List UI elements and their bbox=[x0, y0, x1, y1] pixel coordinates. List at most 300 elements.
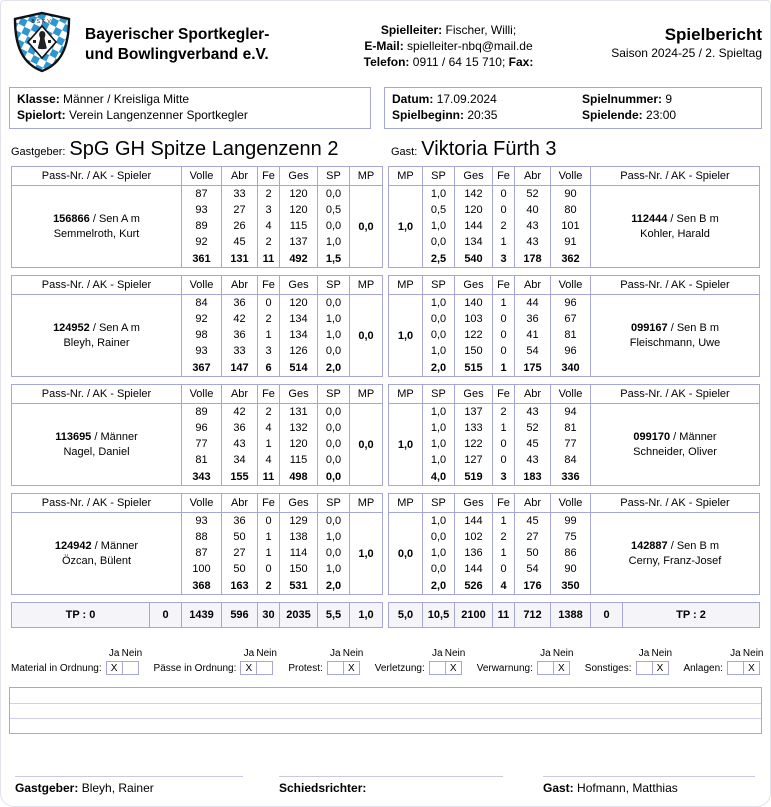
date-time-box bbox=[384, 87, 762, 129]
col-header-mp: MP bbox=[350, 167, 382, 186]
cell-mp: 0,0 bbox=[358, 220, 374, 233]
ja-checkbox bbox=[429, 661, 446, 675]
player-info bbox=[591, 295, 759, 376]
fax-label: Fax: bbox=[508, 54, 534, 69]
cell-ges: 115 bbox=[280, 218, 318, 234]
spielbeginn-line bbox=[392, 107, 582, 123]
signature-home-name: Bleyh, Rainer bbox=[81, 781, 154, 795]
cell-mp: 1,0 bbox=[358, 547, 374, 560]
cell-abr: 41 bbox=[515, 327, 551, 343]
cell-volle: 92 bbox=[182, 311, 222, 327]
cell-ges: 134 bbox=[455, 234, 493, 250]
cell-abr: 36 bbox=[222, 420, 258, 436]
cell-volle: 94 bbox=[551, 404, 591, 420]
col-header-mp: MP bbox=[389, 385, 423, 404]
ja-nein-labels bbox=[240, 648, 277, 659]
col-header-volle: Volle bbox=[182, 276, 222, 295]
cell-abr: 43 bbox=[515, 452, 551, 468]
nein-checkbox bbox=[256, 661, 273, 675]
total-abr: 147 bbox=[222, 359, 258, 376]
cell-abr: 36 bbox=[515, 311, 551, 327]
home-tables bbox=[11, 166, 383, 595]
cell-sp: 1,0 bbox=[318, 311, 350, 327]
cell-abr: 52 bbox=[515, 420, 551, 436]
guest-player-table bbox=[388, 384, 760, 486]
home-player-table bbox=[11, 166, 383, 268]
check-boxes bbox=[240, 661, 273, 675]
check-row bbox=[11, 661, 139, 675]
page-title: Spielbericht bbox=[664, 25, 762, 44]
cell-ges: 138 bbox=[280, 529, 318, 545]
date-column bbox=[392, 91, 582, 125]
cell-sp: 0,0 bbox=[318, 513, 350, 529]
cell-fe: 2 bbox=[493, 404, 515, 420]
cell-ges: 137 bbox=[455, 404, 493, 420]
cell-volle: 93 bbox=[182, 202, 222, 218]
comments-box bbox=[9, 687, 762, 734]
check-boxes bbox=[636, 661, 669, 675]
cell-volle: 81 bbox=[551, 420, 591, 436]
ja-label: Ja bbox=[431, 648, 443, 659]
col-header-mp: MP bbox=[389, 276, 423, 295]
col-header-volle: Volle bbox=[551, 276, 591, 295]
cell-sp: 0,0 bbox=[318, 343, 350, 359]
col-header-spieler: Pass-Nr. / AK - Spieler bbox=[12, 385, 182, 404]
cell-fe: 4 bbox=[258, 218, 280, 234]
check-label: Verletzung: bbox=[374, 662, 425, 674]
check-item bbox=[584, 648, 673, 675]
cell-fe: 0 bbox=[258, 561, 280, 577]
spielende-line bbox=[582, 107, 676, 123]
col-header-fe: Fe bbox=[493, 276, 515, 295]
player-name: Özcan, Bülent bbox=[61, 554, 132, 567]
spielleiter-label: Spielleiter: bbox=[380, 23, 443, 37]
email-line bbox=[335, 39, 562, 55]
cell-abr: 27 bbox=[222, 202, 258, 218]
cell-fe: 2 bbox=[258, 311, 280, 327]
col-header-ges: Ges bbox=[455, 385, 493, 404]
cell-volle: 101 bbox=[551, 218, 591, 234]
total-abr: 178 bbox=[515, 250, 551, 267]
player-pass-line bbox=[631, 321, 719, 336]
total-abr: 163 bbox=[222, 577, 258, 594]
ja-nein-labels bbox=[537, 648, 574, 659]
cell-ges: 120 bbox=[280, 202, 318, 218]
player-pass-line bbox=[53, 321, 140, 336]
col-header-mp: MP bbox=[389, 167, 423, 186]
cell-volle: 81 bbox=[551, 327, 591, 343]
cell-volle: 89 bbox=[182, 218, 222, 234]
cell-sp: 1,0 bbox=[318, 529, 350, 545]
total-fe: 1 bbox=[493, 359, 515, 376]
player-name: Kohler, Harald bbox=[640, 227, 710, 240]
cell-mp: 1,0 bbox=[389, 295, 423, 376]
ja-checkbox bbox=[327, 661, 344, 675]
cell-volle: 80 bbox=[551, 202, 591, 218]
cell-fe: 2 bbox=[258, 186, 280, 202]
spielort-line bbox=[17, 107, 363, 123]
cell-ges: 120 bbox=[280, 186, 318, 202]
home-total-ges: 2035 bbox=[280, 603, 318, 627]
cell-sp: 0,0 bbox=[318, 436, 350, 452]
total-abr: 131 bbox=[222, 250, 258, 267]
home-player-table bbox=[11, 493, 383, 595]
check-boxes bbox=[537, 661, 570, 675]
col-header-fe: Fe bbox=[258, 385, 280, 404]
total-sp: 0,0 bbox=[318, 468, 350, 485]
total-ges: 514 bbox=[280, 359, 318, 376]
cell-abr: 36 bbox=[222, 513, 258, 529]
cell-abr: 42 bbox=[222, 311, 258, 327]
nein-checkbox: X bbox=[553, 661, 570, 675]
cell-abr: 43 bbox=[222, 436, 258, 452]
home-total-sp: 5,5 bbox=[318, 603, 350, 627]
player-name: Nagel, Daniel bbox=[63, 445, 130, 458]
home-total-fe: 30 bbox=[258, 603, 280, 627]
cell-ges: 137 bbox=[280, 234, 318, 250]
guest-player-table bbox=[388, 275, 760, 377]
spielende-value: 23:00 bbox=[646, 108, 677, 122]
nein-checkbox: X bbox=[652, 661, 669, 675]
home-team-totals bbox=[11, 602, 383, 628]
cell-fe: 1 bbox=[258, 327, 280, 343]
cell-mp: 0,0 bbox=[358, 329, 374, 342]
cell-volle: 81 bbox=[182, 452, 222, 468]
cell-ges: 131 bbox=[280, 404, 318, 420]
cell-volle: 96 bbox=[182, 420, 222, 436]
check-row bbox=[477, 661, 570, 675]
guest-team-totals bbox=[388, 602, 760, 628]
datum-value: 17.09.2024 bbox=[436, 92, 497, 106]
cell-sp: 1,0 bbox=[423, 295, 455, 311]
player-pass: 113695 bbox=[55, 430, 92, 443]
col-header-abr: Abr bbox=[222, 494, 258, 513]
cell-volle: 96 bbox=[551, 343, 591, 359]
spielleiter-value: Fischer, Willi; bbox=[445, 23, 517, 37]
total-fe: 6 bbox=[258, 359, 280, 376]
ja-label: Ja bbox=[730, 648, 741, 659]
col-header-ges: Ges bbox=[280, 385, 318, 404]
total-ges: 531 bbox=[280, 577, 318, 594]
player-ak: / Sen B m bbox=[667, 539, 720, 552]
cell-abr: 45 bbox=[222, 234, 258, 250]
title-block bbox=[562, 9, 762, 60]
cell-abr: 42 bbox=[222, 404, 258, 420]
player-pass: 124952 bbox=[53, 321, 90, 334]
cell-sp: 1,0 bbox=[423, 218, 455, 234]
check-label: Anlagen: bbox=[683, 662, 723, 674]
player-ak: / Sen B m bbox=[667, 321, 720, 334]
player-ak: / Sen A m bbox=[89, 212, 140, 225]
col-header-volle: Volle bbox=[182, 385, 222, 404]
cell-sp: 0,0 bbox=[318, 420, 350, 436]
signature-guest bbox=[543, 776, 755, 795]
cell-sp: 0,0 bbox=[423, 529, 455, 545]
cell-abr: 34 bbox=[222, 452, 258, 468]
col-header-sp: SP bbox=[318, 385, 350, 404]
telefon-line bbox=[335, 55, 562, 71]
player-name: Cerny, Franz-Josef bbox=[628, 554, 722, 567]
cell-volle: 67 bbox=[551, 311, 591, 327]
col-header-abr: Abr bbox=[515, 167, 551, 186]
guest-player-table bbox=[388, 166, 760, 268]
cell-sp: 0,0 bbox=[318, 404, 350, 420]
check-row bbox=[154, 661, 274, 675]
cell-sp: 0,5 bbox=[318, 202, 350, 218]
cell-ges: 134 bbox=[280, 327, 318, 343]
cell-sp: 0,0 bbox=[318, 452, 350, 468]
cell-sp: 1,0 bbox=[423, 404, 455, 420]
spielnummer-value: 9 bbox=[665, 92, 673, 106]
player-info bbox=[12, 186, 182, 267]
cell-fe: 2 bbox=[258, 234, 280, 250]
cell-volle: 91 bbox=[551, 234, 591, 250]
col-header-mp: MP bbox=[350, 385, 382, 404]
cell-volle: 96 bbox=[551, 295, 591, 311]
comment-line bbox=[10, 688, 761, 703]
home-team bbox=[11, 136, 391, 162]
col-header-volle: Volle bbox=[182, 167, 222, 186]
cell-volle: 99 bbox=[551, 513, 591, 529]
ja-nein-labels bbox=[106, 648, 143, 659]
spielbeginn-label: Spielbeginn: bbox=[392, 108, 464, 122]
col-header-fe: Fe bbox=[258, 276, 280, 295]
signature-referee bbox=[279, 776, 503, 795]
cell-abr: 54 bbox=[515, 561, 551, 577]
player-name: Bleyh, Rainer bbox=[63, 336, 130, 349]
cell-abr: 44 bbox=[515, 295, 551, 311]
cell-abr: 33 bbox=[222, 186, 258, 202]
player-pass-line bbox=[631, 212, 718, 227]
cell-ges: 126 bbox=[280, 343, 318, 359]
player-pass: 156866 bbox=[53, 212, 90, 225]
check-item bbox=[476, 648, 574, 675]
col-header-volle: Volle bbox=[551, 494, 591, 513]
cell-volle: 93 bbox=[182, 343, 222, 359]
cell-volle: 90 bbox=[551, 561, 591, 577]
col-header-sp: SP bbox=[423, 276, 455, 295]
col-header-sp: SP bbox=[318, 167, 350, 186]
player-ak: / Sen A m bbox=[89, 321, 140, 334]
col-header-abr: Abr bbox=[515, 276, 551, 295]
col-header-sp: SP bbox=[423, 385, 455, 404]
total-abr: 176 bbox=[515, 577, 551, 594]
player-info bbox=[12, 295, 182, 376]
player-pass: 124942 bbox=[54, 539, 92, 552]
cell-volle: 77 bbox=[182, 436, 222, 452]
cell-fe: 0 bbox=[493, 311, 515, 327]
cell-fe: 1 bbox=[493, 420, 515, 436]
comment-line bbox=[10, 718, 761, 733]
cell-abr: 50 bbox=[515, 545, 551, 561]
cell-ges: 102 bbox=[455, 529, 493, 545]
cell-ges: 144 bbox=[455, 561, 493, 577]
spielbeginn-value: 20:35 bbox=[467, 108, 498, 122]
cell-ges: 103 bbox=[455, 311, 493, 327]
cell-mp: 1,0 bbox=[389, 404, 423, 485]
cell-abr: 45 bbox=[515, 436, 551, 452]
spielort-value: Verein Langenzenner Sportkegler bbox=[69, 108, 248, 122]
cell-abr: 43 bbox=[515, 404, 551, 420]
cell-mp: 0,0 bbox=[389, 513, 423, 594]
cell-volle: 75 bbox=[551, 529, 591, 545]
total-fe: 3 bbox=[493, 468, 515, 485]
total-volle: 361 bbox=[182, 250, 222, 267]
cell-ges: 144 bbox=[455, 218, 493, 234]
cell-volle: 89 bbox=[182, 404, 222, 420]
total-fe: 2 bbox=[258, 577, 280, 594]
player-pass-line bbox=[55, 539, 138, 554]
total-fe: 11 bbox=[258, 468, 280, 485]
home-total-volle: 1439 bbox=[182, 603, 222, 627]
signature-guest-label: Gast: bbox=[543, 781, 574, 795]
cell-sp: 1,0 bbox=[423, 186, 455, 202]
cell-ges: 150 bbox=[455, 343, 493, 359]
home-player-table bbox=[11, 384, 383, 486]
cell-sp: 0,0 bbox=[423, 327, 455, 343]
cell-abr: 26 bbox=[222, 218, 258, 234]
nein-label: Nein bbox=[651, 648, 673, 659]
cell-fe: 0 bbox=[493, 327, 515, 343]
col-header-mp: MP bbox=[350, 276, 382, 295]
check-boxes bbox=[106, 661, 139, 675]
check-label: Material in Ordnung: bbox=[11, 662, 102, 674]
page-subtitle: Saison 2024-25 / 2. Spieltag bbox=[611, 46, 762, 60]
cell-volle: 77 bbox=[551, 436, 591, 452]
nein-label: Nein bbox=[742, 648, 764, 659]
total-abr: 175 bbox=[515, 359, 551, 376]
cell-sp: 0,0 bbox=[423, 311, 455, 327]
home-team-name: SpG GH Spitze Langenzenn 2 bbox=[69, 138, 339, 160]
cell-ges: 122 bbox=[455, 327, 493, 343]
cell-ges: 127 bbox=[455, 452, 493, 468]
cell-ges: 150 bbox=[280, 561, 318, 577]
guest-total-sp: 10,5 bbox=[423, 603, 455, 627]
player-pass-line bbox=[55, 430, 138, 445]
home-total-extra: 0 bbox=[150, 603, 182, 627]
nein-checkbox bbox=[122, 661, 139, 675]
cell-fe: 2 bbox=[258, 404, 280, 420]
player-ak: / Männer bbox=[91, 539, 139, 552]
cell-volle: 93 bbox=[182, 513, 222, 529]
col-header-volle: Volle bbox=[182, 494, 222, 513]
col-header-spieler: Pass-Nr. / AK - Spieler bbox=[591, 494, 759, 513]
ja-label: Ja bbox=[540, 648, 551, 659]
col-header-volle: Volle bbox=[551, 385, 591, 404]
player-pass-line bbox=[633, 430, 716, 445]
check-item bbox=[153, 648, 277, 675]
player-name: Schneider, Oliver bbox=[633, 445, 717, 458]
cell-fe: 1 bbox=[258, 545, 280, 561]
report-header bbox=[9, 9, 762, 81]
cell-ges: 120 bbox=[455, 202, 493, 218]
email-value: spielleiter-nbq@mail.de bbox=[407, 38, 533, 53]
cell-fe: 1 bbox=[493, 513, 515, 529]
cell-abr: 54 bbox=[515, 343, 551, 359]
cell-fe: 3 bbox=[258, 343, 280, 359]
signatures-row bbox=[9, 776, 762, 795]
player-pass-line bbox=[53, 212, 140, 227]
ja-nein-labels bbox=[327, 648, 364, 659]
cell-abr: 50 bbox=[222, 561, 258, 577]
check-row bbox=[683, 661, 759, 675]
home-total-abr: 596 bbox=[222, 603, 258, 627]
player-info bbox=[591, 513, 759, 594]
datum-label: Datum: bbox=[392, 92, 434, 106]
cell-volle: 86 bbox=[551, 545, 591, 561]
guest-total-ges: 2100 bbox=[455, 603, 493, 627]
cell-ges: 140 bbox=[455, 295, 493, 311]
ja-checkbox bbox=[636, 661, 653, 675]
cell-ges: 132 bbox=[280, 420, 318, 436]
cell-ges: 114 bbox=[280, 545, 318, 561]
cell-fe: 1 bbox=[258, 436, 280, 452]
telefon-value: 0911 / 64 15 710; bbox=[412, 54, 506, 69]
total-sp: 4,0 bbox=[423, 468, 455, 485]
cell-ges: 115 bbox=[280, 452, 318, 468]
guest-side bbox=[388, 166, 760, 628]
cell-sp: 1,0 bbox=[423, 513, 455, 529]
player-name: Fleischmann, Uwe bbox=[629, 336, 721, 349]
cell-sp: 1,0 bbox=[318, 327, 350, 343]
player-ak: / Männer bbox=[91, 430, 138, 443]
total-abr: 155 bbox=[222, 468, 258, 485]
player-info bbox=[591, 404, 759, 485]
cell-abr: 43 bbox=[515, 218, 551, 234]
total-volle: 367 bbox=[182, 359, 222, 376]
cell-fe: 3 bbox=[258, 202, 280, 218]
total-volle: 368 bbox=[182, 577, 222, 594]
player-ak: / Männer bbox=[670, 430, 717, 443]
cell-fe: 0 bbox=[258, 295, 280, 311]
total-ges: 519 bbox=[455, 468, 493, 485]
spielende-label: Spielende: bbox=[582, 108, 643, 122]
cell-fe: 0 bbox=[493, 436, 515, 452]
total-volle: 350 bbox=[551, 577, 591, 594]
ja-checkbox bbox=[727, 661, 744, 675]
cell-sp: 1,0 bbox=[423, 545, 455, 561]
cell-sp: 0,0 bbox=[318, 295, 350, 311]
cell-volle: 84 bbox=[182, 295, 222, 311]
col-header-spieler: Pass-Nr. / AK - Spieler bbox=[12, 167, 182, 186]
col-header-sp: SP bbox=[318, 276, 350, 295]
nein-label: Nein bbox=[121, 648, 143, 659]
cell-fe: 0 bbox=[493, 343, 515, 359]
cell-volle: 90 bbox=[551, 186, 591, 202]
cell-fe: 0 bbox=[258, 513, 280, 529]
cell-sp: 0,5 bbox=[423, 202, 455, 218]
player-ak: / Sen B m bbox=[667, 212, 719, 225]
check-label: Pässe in Ordnung: bbox=[153, 662, 237, 674]
org-name-line1: Bayerischer Sportkegler- bbox=[85, 26, 270, 43]
cell-abr: 40 bbox=[515, 202, 551, 218]
total-ges: 540 bbox=[455, 250, 493, 267]
player-info bbox=[12, 513, 182, 594]
cell-abr: 27 bbox=[222, 545, 258, 561]
player-info bbox=[591, 186, 759, 267]
col-header-mp: MP bbox=[350, 494, 382, 513]
player-pass: 112444 bbox=[631, 212, 668, 225]
cell-sp: 0,0 bbox=[318, 186, 350, 202]
total-volle: 362 bbox=[551, 250, 591, 267]
col-header-fe: Fe bbox=[493, 494, 515, 513]
ja-checkbox: X bbox=[106, 661, 123, 675]
col-header-volle: Volle bbox=[551, 167, 591, 186]
check-row bbox=[585, 661, 669, 675]
cell-fe: 2 bbox=[493, 529, 515, 545]
cell-volle: 100 bbox=[182, 561, 222, 577]
col-header-ges: Ges bbox=[280, 494, 318, 513]
